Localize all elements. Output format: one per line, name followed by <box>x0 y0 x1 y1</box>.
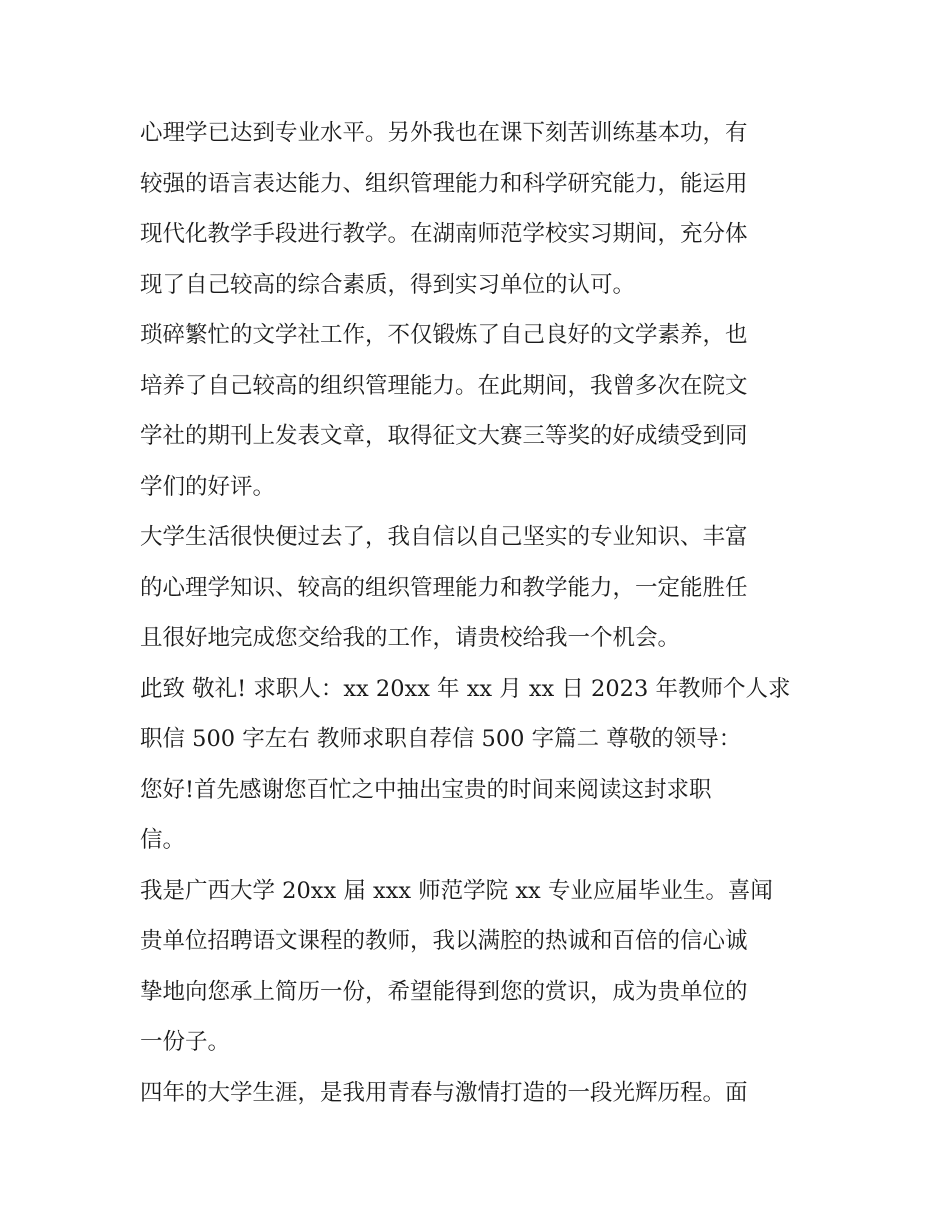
text-line: 且很好地完成您交给我的工作，请贵校给我一个机会。 <box>140 625 681 651</box>
text-line: 您好!首先感谢您百忙之中抽出宝贵的时间来阅读这封求职 <box>140 776 712 803</box>
text-line: 挚地向您承上简历一份，希望能得到您的赏识，成为贵单位的 <box>140 978 748 1005</box>
text-line: 职信 500 字左右 教师求职自荐信 500 字篇二 尊敬的领导： <box>140 726 742 752</box>
text-line: 学们的好评。 <box>140 473 276 500</box>
document-body <box>140 108 820 1118</box>
paragraph-7 <box>140 1068 820 1119</box>
paragraph-1 <box>140 108 820 310</box>
text-line: 此致 敬礼! 求职人：xx 20xx 年 xx 月 xx 日 2023 年教师个人求 <box>140 675 791 702</box>
text-line: 较强的语言表达能力、组织管理能力和科学研究能力，能运用 <box>140 170 748 197</box>
text-line: 四年的大学生涯，是我用青春与激情打造的一段光辉历程。面 <box>140 1079 748 1106</box>
text-line: 的心理学知识、较高的组织管理能力和教学能力，一定能胜任 <box>140 574 748 601</box>
text-line: 现了自己较高的综合素质，得到实习单位的认可。 <box>140 271 636 298</box>
paragraph-6 <box>140 866 820 1068</box>
paragraph-2 <box>140 310 820 512</box>
text-line: 贵单位招聘语文课程的教师，我以满腔的热诚和百倍的信心诚 <box>140 928 748 954</box>
text-line: 琐碎繁忙的文学社工作，不仅锻炼了自己良好的文学素养，也 <box>140 322 748 348</box>
text-line: 现代化教学手段进行教学。在湖南师范学校实习期间，充分体 <box>140 221 748 247</box>
paragraph-5 <box>140 765 820 866</box>
text-line: 大学生活很快便过去了，我自信以自己坚实的专业知识、丰富 <box>140 524 748 550</box>
text-line: 心理学已达到专业水平。另外我也在课下刻苦训练基本功，有 <box>140 120 748 146</box>
text-line: 一份子。 <box>140 1029 231 1055</box>
text-line: 信。 <box>140 827 186 853</box>
paragraph-4 <box>140 664 820 765</box>
text-line: 学社的期刊上发表文章，取得征文大赛三等奖的好成绩受到同 <box>140 423 748 449</box>
text-line: 我是广西大学 20xx 届 xxx 师范学院 xx 专业应届毕业生。喜闻 <box>140 877 773 904</box>
text-line: 培养了自己较高的组织管理能力。在此期间，我曾多次在院文 <box>140 372 748 399</box>
paragraph-3 <box>140 512 820 664</box>
